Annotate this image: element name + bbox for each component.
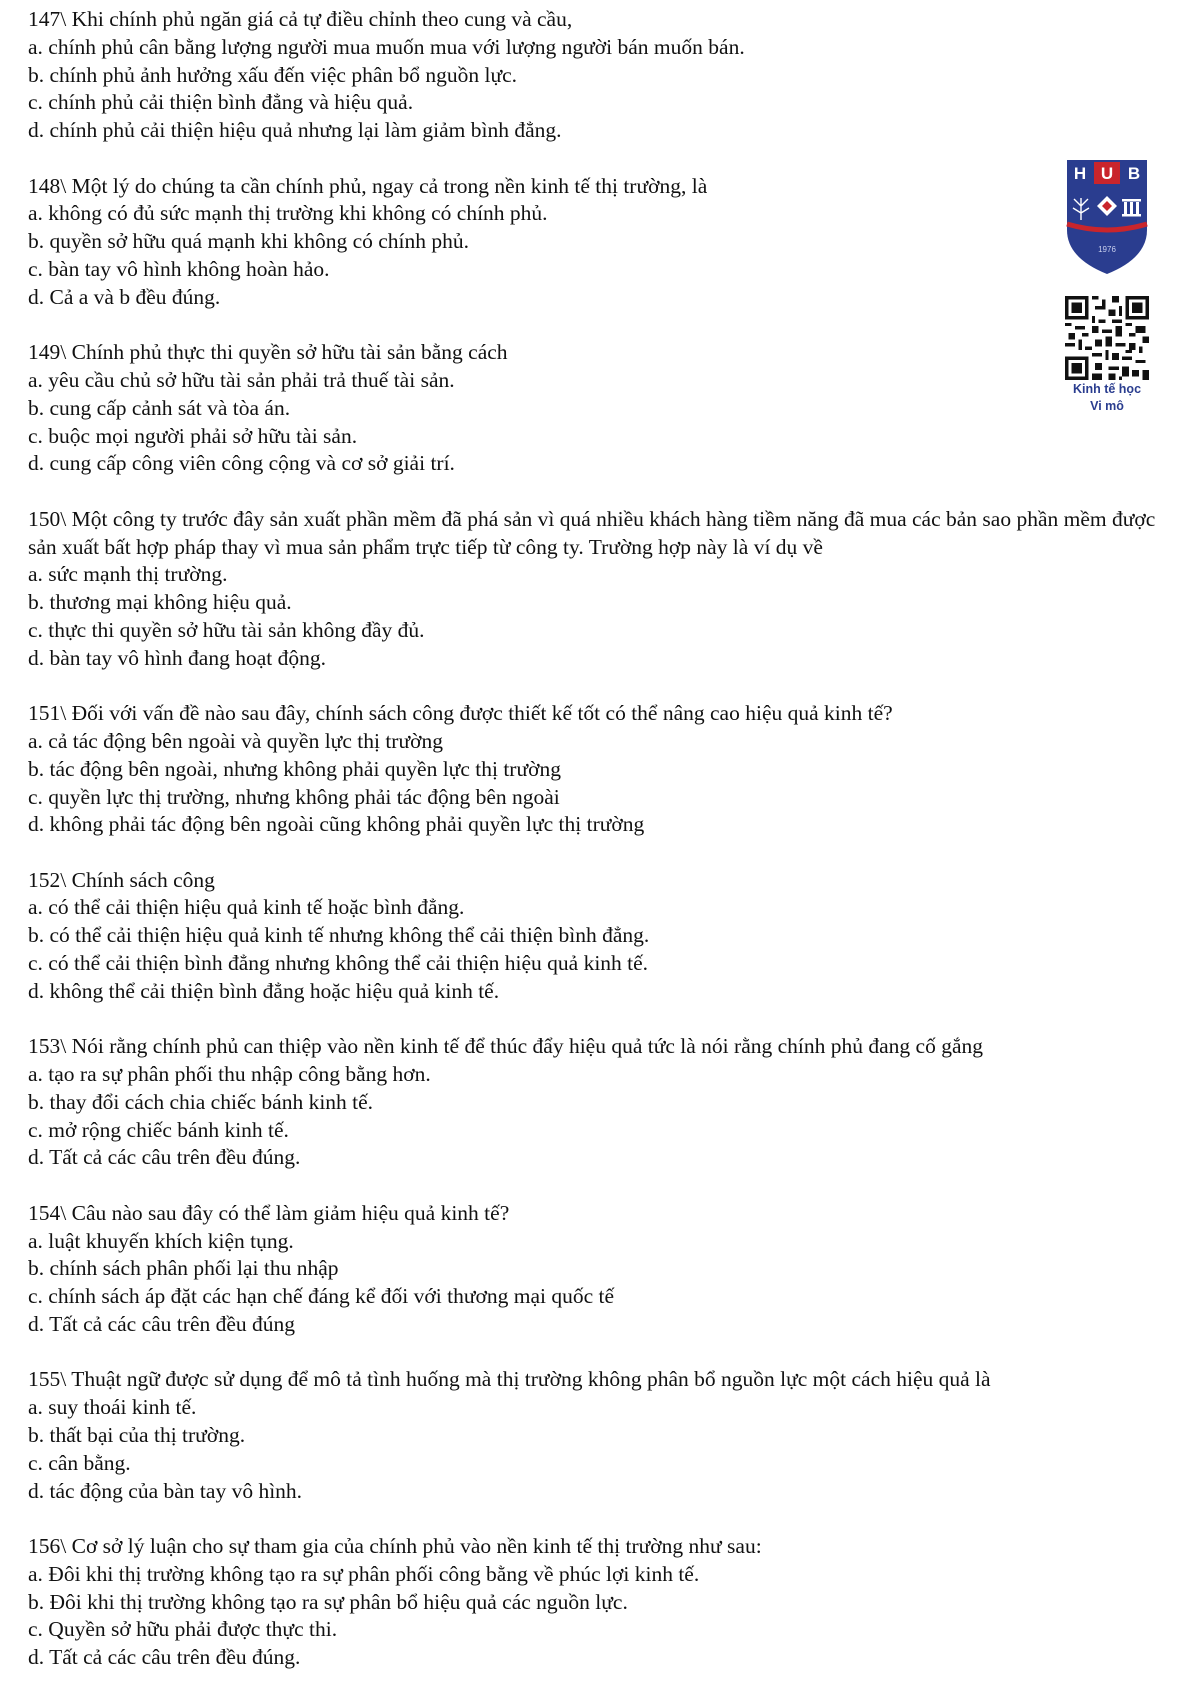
option-c: c. bàn tay vô hình không hoàn hảo. <box>28 256 330 281</box>
option-a: a. không có đủ sức mạnh thị trường khi không có chính phủ. <box>28 201 548 226</box>
option-c: c. chính phủ cải thiện bình đẳng và hiệu quả. <box>28 90 414 115</box>
option-c: c. chính sách áp đặt các hạn chế đáng kể đối với thương mại quốc tế <box>28 1284 615 1309</box>
option-c: c. mở rộng chiếc bánh kinh tế. <box>28 1117 289 1142</box>
logo-letter-u: U <box>1100 164 1114 183</box>
option-a: a. cả tác động bên ngoài và quyền lực thị trường <box>28 728 443 753</box>
option-a: a. chính phủ cân bằng lượng người mua muốn mua với lượng người bán muốn bán. <box>28 34 745 59</box>
option-a: a. luật khuyến khích kiện tụng. <box>28 1228 294 1253</box>
question-list <box>28 6 1163 1700</box>
option-d: d. cung cấp công viên công cộng và cơ sở giải trí. <box>28 451 455 476</box>
question-152 <box>28 867 1163 1006</box>
option-b: b. thay đổi cách chia chiếc bánh kinh tế. <box>28 1089 374 1114</box>
question-154 <box>28 1200 1163 1339</box>
option-d: d. chính phủ cải thiện hiệu quả nhưng lại làm giảm bình đẳng. <box>28 118 562 143</box>
option-d: d. bàn tay vô hình đang hoạt động. <box>28 645 326 670</box>
option-d: d. tác động của bàn tay vô hình. <box>28 1478 303 1503</box>
option-c: c. cân bằng. <box>28 1450 131 1475</box>
question-150 <box>28 506 1163 673</box>
badge-caption-subtitle: Vi mô <box>1090 399 1124 413</box>
question-stem: 148\ Một lý do chúng ta cần chính phủ, ngay cả trong nền kinh tế thị trường, là <box>28 173 708 198</box>
question-stem: 151\ Đối với vấn đề nào sau đây, chính sách công được thiết kế tốt có thể nâng cao hiệu quả kinh tế? <box>28 701 893 726</box>
question-stem: 155\ Thuật ngữ được sử dụng để mô tả tình huống mà thị trường không phân bổ nguồn lực một cách hiệu quả là <box>28 1367 991 1392</box>
option-d: d. Tất cả các câu trên đều đúng <box>28 1312 296 1337</box>
option-c: c. Quyền sở hữu phải được thực thi. <box>28 1617 338 1642</box>
question-stem: 150\ Một công ty trước đây sản xuất phần mềm đã phá sản vì quá nhiều khách hàng tiềm năng đã mua các bản sao phần mềm được sản xuất bất hợp pháp thay vì mua sản phẩm trực tiếp từ công ty. Trường hợp này là ví dụ về <box>28 506 1156 559</box>
qr-code-icon <box>1065 296 1149 380</box>
option-b: b. cung cấp cảnh sát và tòa án. <box>28 395 291 420</box>
logo-year: 1976 <box>1098 245 1116 254</box>
logo-letter-h: H <box>1073 164 1087 183</box>
option-d: d. không thể cải thiện bình đẳng hoặc hiệu quả kinh tế. <box>28 978 500 1003</box>
option-d: d. Tất cả các câu trên đều đúng. <box>28 1145 301 1170</box>
option-b: b. thất bại của thị trường. <box>28 1423 246 1448</box>
question-148 <box>28 173 1163 312</box>
option-b: b. chính sách phân phối lại thu nhập <box>28 1256 339 1281</box>
question-stem: 153\ Nói rằng chính phủ can thiệp vào nền kinh tế để thúc đẩy hiệu quả tức là nói rằng chính phủ đang cố gắng <box>28 1034 984 1059</box>
option-c: c. thực thi quyền sở hữu tài sản không đầy đủ. <box>28 617 425 642</box>
option-d: d. Tất cả các câu trên đều đúng. <box>28 1645 301 1670</box>
question-156 <box>28 1533 1163 1672</box>
question-stem: 152\ Chính sách công <box>28 867 215 892</box>
option-a: a. Đôi khi thị trường không tạo ra sự phân phối công bằng về phúc lợi kinh tế. <box>28 1561 700 1586</box>
question-149 <box>28 339 1163 478</box>
option-d: d. Cả a và b đều đúng. <box>28 284 221 309</box>
option-a: a. sức mạnh thị trường. <box>28 562 228 587</box>
option-c: c. quyền lực thị trường, nhưng không phải tác động bên ngoài <box>28 784 560 809</box>
option-b: b. thương mại không hiệu quả. <box>28 590 292 615</box>
option-d: d. không phải tác động bên ngoài cũng không phải quyền lực thị trường <box>28 812 645 837</box>
question-stem: 154\ Câu nào sau đây có thể làm giảm hiệu quả kinh tế? <box>28 1200 510 1225</box>
option-a: a. tạo ra sự phân phối thu nhập công bằng hơn. <box>28 1062 431 1087</box>
question-151 <box>28 700 1163 839</box>
question-155 <box>28 1366 1163 1505</box>
logo-letter-b: B <box>1127 164 1141 183</box>
brand-badge <box>1062 158 1152 414</box>
option-b: b. Đôi khi thị trường không tạo ra sự phân bổ hiệu quả các nguồn lực. <box>28 1589 628 1614</box>
option-c: c. buộc mọi người phải sở hữu tài sản. <box>28 423 358 448</box>
option-a: a. có thể cải thiện hiệu quả kinh tế hoặc bình đẳng. <box>28 895 465 920</box>
option-c: c. có thể cải thiện bình đẳng nhưng không thể cải thiện hiệu quả kinh tế. <box>28 951 649 976</box>
question-stem: 149\ Chính phủ thực thi quyền sở hữu tài sản bằng cách <box>28 340 508 365</box>
option-b: b. có thể cải thiện hiệu quả kinh tế nhưng không thể cải thiện bình đẳng. <box>28 923 650 948</box>
question-stem: 156\ Cơ sở lý luận cho sự tham gia của chính phủ vào nền kinh tế thị trường như sau: <box>28 1534 762 1558</box>
option-a: a. yêu cầu chủ sở hữu tài sản phải trả thuế tài sản. <box>28 367 455 392</box>
option-b: b. tác động bên ngoài, nhưng không phải quyền lực thị trường <box>28 756 561 781</box>
hub-logo <box>1063 158 1151 276</box>
badge-caption-title: Kinh tế học <box>1072 382 1142 396</box>
question-stem: 147\ Khi chính phủ ngăn giá cả tự điều chỉnh theo cung và cầu, <box>28 7 573 31</box>
question-147 <box>28 6 1163 145</box>
option-a: a. suy thoái kinh tế. <box>28 1395 197 1420</box>
question-153 <box>28 1033 1163 1172</box>
option-b: b. chính phủ ảnh hưởng xấu đến việc phân bổ nguồn lực. <box>28 62 518 87</box>
option-b: b. quyền sở hữu quá mạnh khi không có chính phủ. <box>28 229 470 254</box>
